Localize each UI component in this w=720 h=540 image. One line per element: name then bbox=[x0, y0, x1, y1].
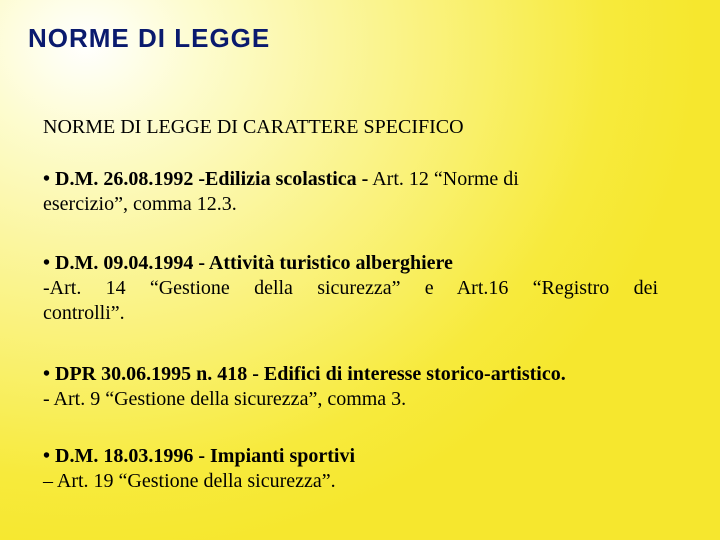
slide-content bbox=[43, 115, 658, 494]
law-item-line2: esercizio”, comma 12.3. bbox=[43, 193, 237, 215]
law-item-line2: – Art. 19 “Gestione della sicurezza”. bbox=[43, 470, 336, 492]
bullet: • bbox=[43, 445, 56, 467]
law-item-line1 bbox=[43, 362, 658, 387]
law-item-line1 bbox=[43, 444, 658, 469]
law-item-detail: Art. 12 “Norme di bbox=[368, 168, 519, 190]
subheading: NORME DI LEGGE DI CARATTERE SPECIFICO bbox=[43, 116, 464, 138]
law-item-dm-1994 bbox=[43, 251, 658, 326]
law-item-line3: controlli”. bbox=[43, 302, 125, 324]
slide-title: NORME DI LEGGE bbox=[28, 23, 271, 53]
law-item-line1 bbox=[43, 251, 658, 276]
law-item-dm-1996 bbox=[43, 444, 658, 494]
bullet: • bbox=[43, 363, 56, 385]
law-item-title: D.M. 26.08.1992 -Edilizia scolastica - bbox=[55, 168, 369, 190]
law-item-line1 bbox=[43, 167, 658, 192]
law-item-title: D.M. 09.04.1994 - Attività turistico alberghiere bbox=[55, 252, 453, 274]
law-item-dpr-1995 bbox=[43, 362, 658, 412]
bullet: • bbox=[43, 252, 56, 274]
law-item-line2: - Art. 9 “Gestione della sicurezza”, comma 3. bbox=[43, 388, 407, 410]
law-item-title: DPR 30.06.1995 n. 418 - Edifici di interesse storico-artistico. bbox=[55, 363, 566, 385]
law-item-title: D.M. 18.03.1996 - Impianti sportivi bbox=[55, 445, 356, 467]
bullet: • bbox=[43, 168, 56, 190]
law-item-line2: -Art. 14 “Gestione della sicurezza” e Art.16 “Registro dei bbox=[43, 277, 658, 299]
law-item-dm-1992 bbox=[43, 167, 658, 217]
